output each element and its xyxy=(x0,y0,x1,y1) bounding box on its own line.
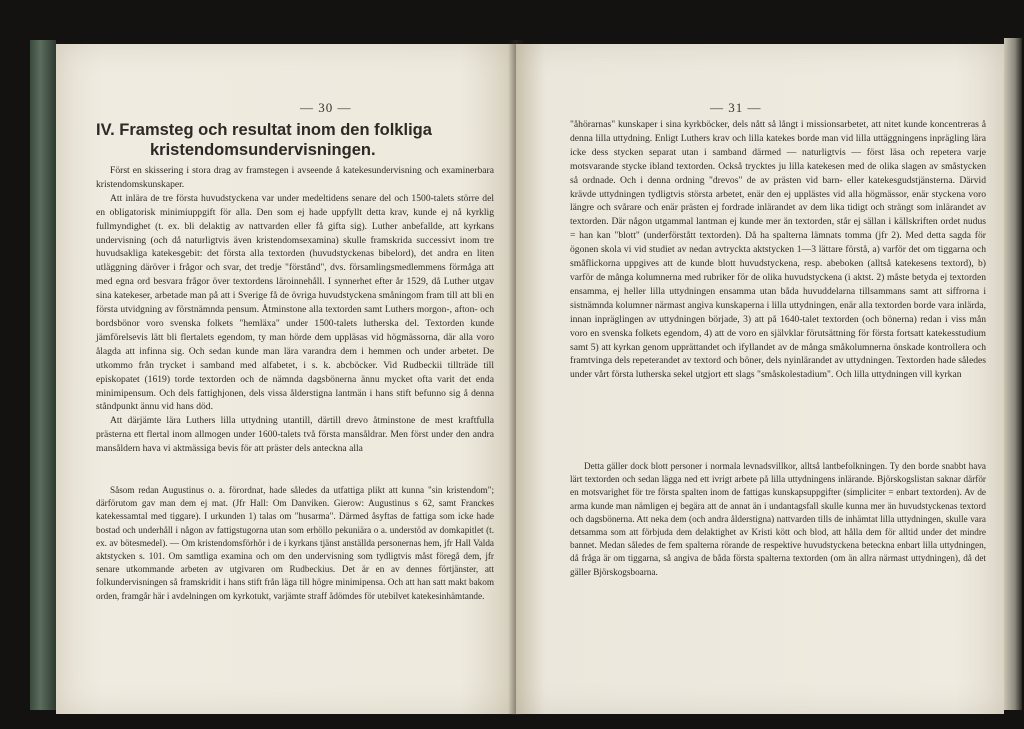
left-paragraph-3: Att därjämte lära Luthers lilla uttydning utantill, därtill drevo åtminstone de mest kraftfulla prästerna ett flertal inom allmogen under 1600-talets två första mansåldrar. Men först under den andra mansåldern hava vi aktmässiga bevis för att präster dels anteckna alla xyxy=(96,415,494,455)
left-page xyxy=(56,44,516,714)
left-footnote-text: Såsom redan Augustinus o. a. förordnat, hade således da utfattiga plikt att kunna "sin kristendom"; därförutom gav man dem ej mat. (Jfr Hall: Om Danviken. Gierow: Augustinus s 62, samt Franckes katekessamtal med tiggare). I urkunden 1) talas om "husarma". Därmed åsyftas de fattiga som icke hade bostad och underhåll i någon av fattigstugorna utan som erhöllo pekuniära o a. understöd av domkapitlet (t. ex. av bötesmedel). — Om kristendomsförhör i de i kyrkans tjänst anställda personernas hem, jfr Hall Valda aktstycken s. 101. Om samtliga examina och om den undervisning som tydligtvis måst föregå dem, jfr senare utkommande arbeten av utgivaren om Rudbeckius. Det är en av dennes förtjänster, att folkundervisningen så framskridit i hans stift från läga till högre minimipensa. Och att han satt makt bakom orden, framgår här i avdelningen om kyrkotukt, varjämte straff ådömdes för utebilvet katekesinhämtande. xyxy=(96,485,494,601)
right-footnote-text: Detta gäller dock blott personer i normala levnadsvillkor, alltså lantbefolkningen. Ty den borde snabbt hava lärt textorden och sedan lägga ned ett ivrigt arbete på lilla uttydningens inlärande. Björskogslistan saknar därför en motsvarighet för tre första spalten inom de fattigas kunskapsuppgifter (simpliciter = enbart textorden). Av de arma kunde man nämligen ej begära att de annat än i undantagsfall skulle kunna mer än huvudstyckenas textord och dagsbönerna. Att neka dem (och andra ålderstigna) nattvarden tills de inhämtat lilla uttydningen, skulle vara detsamma som att förbjuda dem delaktighet av Kristi kött och blod, att hålla dem för alltid under det mindre bannet. Medan således de fem spalterna rörande de respektive huvudstyckena beteckna enbart lilla uttydningen, då fråga är om tiggarna, så angiva de båda första spalterna textorden (om än allra närmast uttydningen), då det gäller Björskogsboarna. xyxy=(570,461,986,577)
right-paragraph-1: "åhörarnas" kunskaper i sina kyrkböcker, dels nått så långt i missionsarbetet, att nitet kunde koncentreras å denna lilla uttydning. Enligt Luthers krav och lilla katekes borde man vid lilla uttäggningens inprägling lära icke dess stycken separat utan i samband därmed — naturligtvis — först läsa och repetera varje motsvarande stycke ibland textorden. Också trycktes ju lilla katekesen med de olika slagen av småstycken så ordnade. Och i denna ordning "drevos" de av prästen vid barn- eller katekesgudstjänsterna. Därvid krävde uttydningen tydligtvis största arbetet, enär den ej upplästes vid alla högmässor, enär styckena voro längre och svårare och enär prästen ej fordrade inlärandet av dem lika tidigt och strängt som inlärandet av textorden. Där någon utgammal lantman ej kunde mer än textorden, står ej sällan i källskriften ordet nudus = han kan "blott" (underförstått textorden). Då ha spalterna lämnats tomma (jfr 2). Med detta sagda för ögonen skola vi vid studiet av nedan avtryckta aktstycken 1—3 lättare förstå, a) varför det om tiggarna och småflickorna uppgives att de kunde blott huvudstyckena, resp. abeboken (alltså katekesens textord), b) varför de många kolumnerna med rubriker för de olika huvudstyckena (i aktst. 2) måste betyda ej textorden ensamma, ej heller lilla uttydningen ensamma utan båda huvuddelarna tillsammans samt att siffrorna i sistnämnda kolumner närmast angiva kunskaperna i lilla uttydningen, enär alla textorden borde vara inlärda, innan inpräglingen av uttydningen började, 3) att på 1640-talet textorden (och bönerna) redan i viss mån voro en svenska folkets egendom, 4) att de voro en självklar förutsättning för första fortsatt katekesstudium samt 5) att kyrkan genom upprättandet och ifyllandet av de många småkolumnerna önskade kontrollera och framtvinga dels repeterandet av textord och böner, dels nyinlärandet av uttydningen. Textorden hade således under vårt första lutherska sekel utgjort ett slags "småskolestadium". Och lilla uttydningen vill kyrkan xyxy=(570,119,986,381)
right-footnote xyxy=(570,460,986,579)
chapter-number: IV. xyxy=(96,121,115,139)
left-body-text xyxy=(96,164,494,456)
page-number-left: — 30 — xyxy=(300,100,352,115)
chapter-heading xyxy=(96,120,496,160)
book-edge-left xyxy=(30,40,56,710)
right-body-text xyxy=(570,118,986,382)
right-page xyxy=(516,44,1004,714)
chapter-title-line2: kristendomsundervisningen. xyxy=(150,141,376,159)
book-edge-right xyxy=(1004,38,1022,710)
left-paragraph-1: Först en skissering i stora drag av framstegen i avseende å katekesundervisning och examinerbara kristendomskunskaper. xyxy=(96,165,494,190)
page-number-right: — 31 — xyxy=(710,100,762,115)
left-paragraph-2: Att inlära de tre första huvudstyckena var under medeltidens senare del och 1500-talets större del en obligatorisk minimiuppgift för alla. Den som ej hade uppfyllt detta krav, kunde ej nå kyrklig fullmyndighet (t. ex. bli delaktig av nattvarden eller få gifta sig). Luther anbefallde, att kyrkans undervisning (och då naturligtvis även kristendomsexamina) skulle framskrida successivt inom tre huvudsakliga katekesgebit: det första alla textorden (huvudstyckenas bibelord), det andra en liten utläggning däröver i frågor och svar, det tredje "förstånd", dvs. församlingsmedlemmens förmåga att med egna ord besvara frågor över textordens läroinnehåll. I synnerhet efter år 1529, då Luther utgav sina katekeser, arbetade man på att i Sverige få de övriga huvudstyckena småningom fram till att bli en första utvidgning av förstnämnda pensum. Åtminstone alla textorden samt Luthers morgon-, afton- och bordsbönor voro svenska folkets "hemläxa" under 1500-talets lutherska del. Textorden kunde jämförelsevis lätt bli flertalets egendom, ty man hörde dem uppläsas vid högmässorna, där alla voro ålagda att infinna sig. Och sedan kunde man lära varandra dem i hemmen och under arbetet. De utkommo från trycket i samband med alfabetet, i s. k. abcböcker. Vid Rudbeckii tillträde till episkopatet (1619) torde textorden och de nämnda dagsbönerna ännu mycket ofta varit det enda minimipensum. Och dels fattighjonen, dels vissa ålderstigna lantmän i hans stift befunno sig å denna ståndpunkt ännu vid hans död. xyxy=(96,192,494,413)
chapter-title-line1: Framsteg och resultat inom den folkliga xyxy=(119,121,432,139)
left-footnote xyxy=(96,484,494,603)
